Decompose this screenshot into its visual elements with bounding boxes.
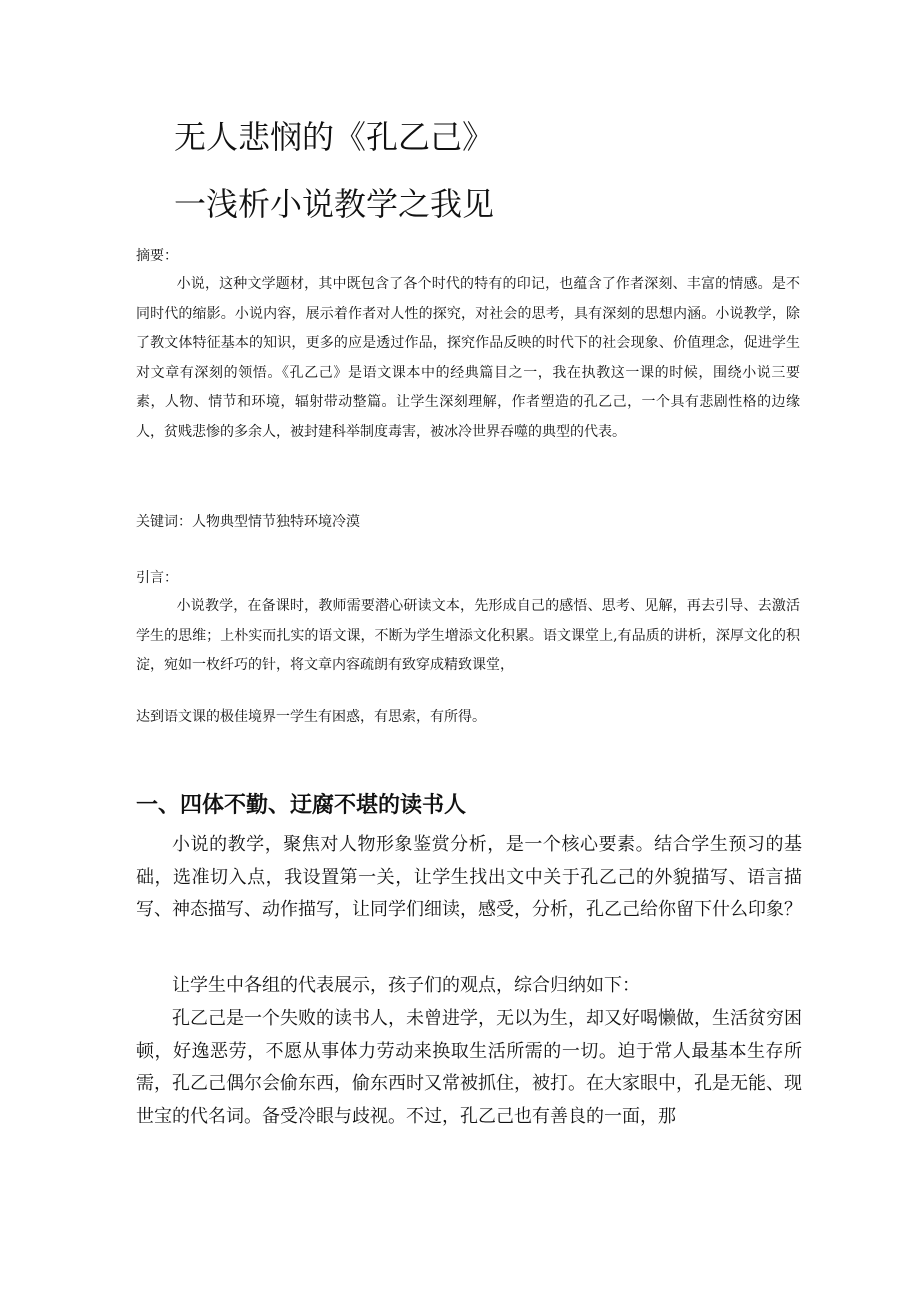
section-heading: 一、四体不勤、迂腐不堪的读书人 — [136, 793, 467, 818]
section-paragraph-3: 孔乙己是一个失败的读书人，未曾进学，无以为生，却又好喝懒做，生活贫穷困顿，好逸恶劳，不愿从事体力劳动来换取生活所需的一切。迫于常人最基本生存所需，孔乙己偶尔会偷东西，偷东西时又常被抓住，被打。在大家眼中，孔是无能、现世宝的代名词。备受冷眼与歧视。不过，孔乙己也有善良的一面，那 — [136, 1008, 802, 1127]
intro-label: 引言： — [136, 570, 178, 586]
abstract-text: 小说，这种文学题材，其中既包含了各个时代的特有的印记，也蕴含了作者深刻、丰富的情感。是不同时代的缩影。小说内容，展示着作者对人性的探究，对社会的思考，具有深刻的思想内涵。小说教学，除了教文体特征基本的知识，更多的应是透过作品，探究作品反映的时代下的社会现象、价值理念，促进学生对文章有深刻的领悟。《孔乙己》是语文课本中的经典篇目之一，我在执教这一课的时候，围绕小说三要素，人物、情节和环境，辐射带动整篇。让学生深刻理解，作者塑造的孔乙己，一个具有悲剧性格的边缘人，贫贱悲惨的多余人，被封建科举制度毒害，被冰冷世界吞噬的典型的代表。 — [136, 276, 800, 440]
intro-conclusion: 达到语文课的极佳境界一学生有困惑，有思索，有所得。 — [136, 709, 486, 725]
section-paragraph-1: 小说的教学，聚焦对人物形象鉴赏分析，是一个核心要素。结合学生预习的基础，选准切入点，我设置第一关，让学生找出文中关于孔乙己的外貌描写、语言描写、神态描写、动作描写，让同学们细读，感受，分析，孔乙己给你留下什么印象？ — [136, 834, 802, 920]
document-subtitle: 一浅析小说教学之我见 — [174, 185, 495, 223]
section-paragraph-2: 让学生中各组的代表展示，孩子们的观点，综合归纳如下： — [172, 975, 640, 996]
abstract-label: 摘要： — [136, 248, 178, 264]
keywords-line: 关键词：人物典型情节独特环境冷漠 — [136, 514, 360, 530]
document-title: 无人悲悯的《孔乙己》 — [174, 118, 495, 156]
intro-text: 小说教学，在备课时，教师需要潜心研读文本，先形成自己的感悟、思考、见解，再去引导、去激活学生的思维；上朴实而扎实的语文课，不断为学生增添文化积累。语文课堂上,有品质的讲析，深厚文化的积淀，宛如一枚纤巧的针，将文章内容疏朗有致穿成精致课堂， — [136, 598, 800, 673]
